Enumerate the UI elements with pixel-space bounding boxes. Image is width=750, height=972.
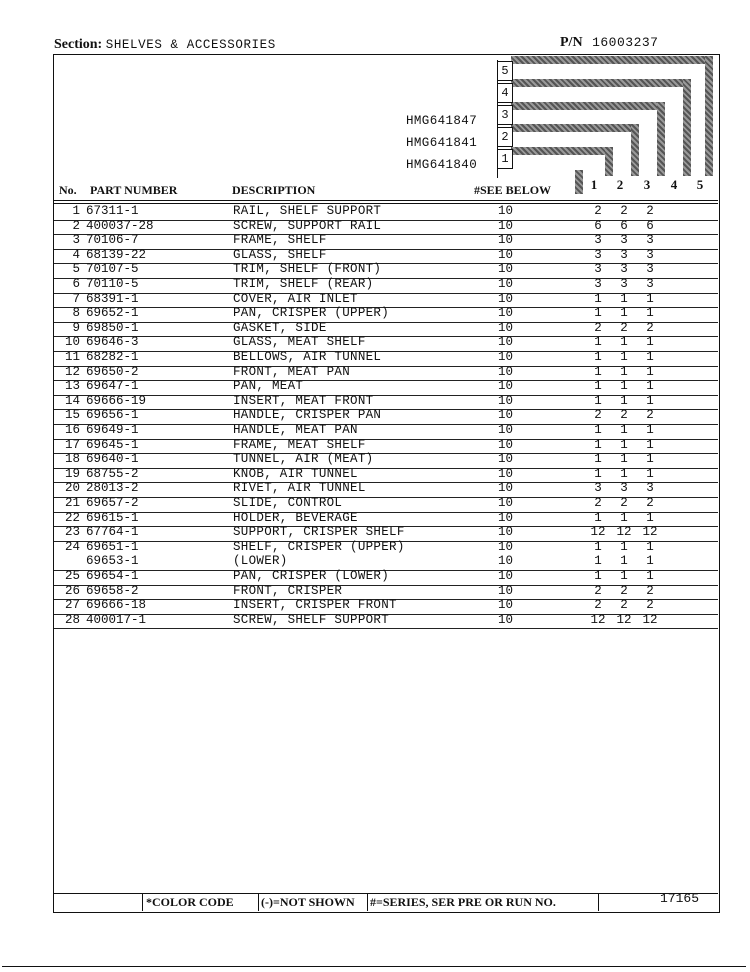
row-part-number: 69651-1 (86, 539, 139, 554)
row-qty-1: 1 (594, 437, 602, 452)
variant-col-4: 4 (667, 176, 681, 193)
row-qty-2: 3 (620, 247, 628, 262)
row-qty-1: 1 (594, 379, 602, 394)
row-number: 2 (72, 218, 80, 233)
row-qty-2: 1 (620, 379, 628, 394)
row-description: INSERT, CRISPER FRONT (233, 598, 397, 613)
row-qty-2: 2 (620, 583, 628, 598)
row-see-below: 10 (498, 539, 514, 554)
row-qty-2: 2 (620, 496, 628, 510)
row-part-number: 69850-1 (86, 320, 139, 335)
row-qty-3: 2 (646, 320, 654, 335)
row-qty-2: 12 (616, 525, 632, 540)
row-see-below: 10 (498, 320, 514, 335)
variant-box-5: 5 (497, 61, 513, 81)
row-qty-3: 12 (642, 525, 658, 540)
row-number: 28 (64, 612, 80, 627)
variant-bar-4 (511, 79, 691, 87)
row-part-number: 28013-2 (86, 481, 139, 496)
row-see-below: 10 (498, 335, 514, 350)
pn-label: P/N (560, 35, 583, 50)
section-value: SHELVES & ACCESSORIES (105, 38, 276, 52)
col-header-no: No. (59, 183, 77, 197)
row-qty-1: 3 (594, 262, 602, 277)
row-part-number: 69647-1 (86, 379, 139, 394)
row-number: 16 (64, 423, 80, 437)
row-qty-1: 12 (590, 612, 606, 627)
row-qty-3: 1 (646, 437, 654, 452)
row-qty-2: 6 (620, 218, 628, 233)
row-description: RIVET, AIR TUNNEL (233, 481, 366, 496)
row-see-below: 10 (498, 452, 514, 467)
row-description: TUNNEL, AIR (MEAT) (233, 452, 374, 467)
row-qty-2: 1 (620, 393, 628, 408)
row-see-below: 10 (498, 583, 514, 598)
row-part-number: 69650-2 (86, 364, 139, 379)
row-description: SCREW, SHELF SUPPORT (233, 612, 390, 627)
model-code: HMG641840 (406, 158, 478, 172)
variant-box-1: 1 (497, 149, 513, 169)
row-part-number: 400017-1 (86, 612, 147, 627)
row-qty-2: 2 (620, 204, 628, 218)
row-part-number: 69645-1 (86, 437, 139, 452)
row-qty-2: 1 (620, 364, 628, 379)
row-see-below: 10 (498, 277, 514, 291)
row-qty-1: 1 (594, 452, 602, 467)
row-number: 19 (64, 466, 80, 481)
variant-box-4: 4 (497, 83, 513, 103)
row-qty-3: 1 (646, 379, 654, 394)
row-qty-2: 1 (620, 350, 628, 364)
row-number: 10 (64, 335, 80, 350)
row-qty-1: 1 (594, 466, 602, 481)
row-number: 9 (72, 320, 80, 335)
row-qty-1: 2 (594, 320, 602, 335)
row-qty-3: 3 (646, 247, 654, 262)
row-part-number: 69640-1 (86, 452, 139, 467)
row-part-number: 69666-18 (86, 598, 147, 613)
row-qty-3: 12 (642, 612, 658, 627)
row-qty-3: 1 (646, 291, 654, 306)
row-qty-1: 2 (594, 598, 602, 613)
row-qty-3: 3 (646, 277, 654, 291)
footer-not-shown: (-)=NOT SHOWN (261, 895, 355, 909)
row-part-number: 68282-1 (86, 350, 139, 364)
row-description: SUPPORT, CRISPER SHELF (233, 525, 405, 540)
row-see-below: 10 (498, 306, 514, 321)
row-qty-1: 1 (594, 539, 602, 554)
row-see-below: 10 (498, 408, 514, 423)
row-qty-2: 2 (620, 408, 628, 423)
row-qty-1: 1 (594, 291, 602, 306)
variant-box-2: 2 (497, 127, 513, 147)
row-qty-1: 3 (594, 233, 602, 248)
row-qty-1: 1 (594, 335, 602, 350)
row-qty-2: 3 (620, 233, 628, 248)
row-number: 15 (64, 408, 80, 423)
row-see-below: 10 (498, 569, 514, 583)
row-qty-1: 3 (594, 481, 602, 496)
footer-doc-number: 17165 (660, 891, 700, 906)
row-see-below: 10 (498, 496, 514, 510)
row-see-below: 10 (498, 204, 514, 218)
row-qty-3: 3 (646, 233, 654, 248)
row-number: 7 (72, 291, 80, 306)
row-qty-2: 1 (620, 569, 628, 583)
variant-bar-1 (511, 147, 613, 155)
row-number: 25 (64, 569, 80, 583)
row-number: 13 (64, 379, 80, 394)
row-see-below: 10 (498, 612, 514, 627)
row-description: COVER, AIR INLET (233, 291, 358, 306)
row-qty-3: 2 (646, 408, 654, 423)
row-qty-2: 2 (620, 320, 628, 335)
row-qty-2: 1 (620, 437, 628, 452)
row-qty-1: 1 (594, 393, 602, 408)
row-number: 3 (72, 233, 80, 248)
row-qty-2: 1 (620, 306, 628, 321)
row-qty-1: 1 (594, 350, 602, 364)
variant-bar-2 (511, 124, 639, 132)
row-qty-3: 3 (646, 481, 654, 496)
variant-col-2: 2 (613, 176, 627, 193)
row-number: 27 (64, 598, 80, 613)
header-divider (54, 200, 718, 201)
row-qty-2: 3 (620, 481, 628, 496)
row-see-below: 10 (498, 364, 514, 379)
row-number: 26 (64, 583, 80, 598)
row-part-number: 69654-1 (86, 569, 139, 583)
row-qty-1: 1 (594, 554, 602, 569)
row-qty-1: 2 (594, 496, 602, 510)
part-number-header (560, 35, 658, 51)
section-label: Section: (54, 37, 103, 52)
row-see-below: 10 (498, 466, 514, 481)
row-see-below: 10 (498, 423, 514, 437)
row-part-number: 69656-1 (86, 408, 139, 423)
row-part-number: 69657-2 (86, 496, 139, 510)
row-part-number: 69615-1 (86, 510, 139, 525)
row-part-number: 400037-28 (86, 218, 154, 233)
row-qty-1: 2 (594, 408, 602, 423)
row-qty-3: 2 (646, 598, 654, 613)
row-description: PAN, CRISPER (LOWER) (233, 569, 390, 583)
row-description: FRONT, CRISPER (233, 583, 343, 598)
row-part-number: 68139-22 (86, 247, 147, 262)
section-header (54, 37, 276, 53)
row-part-number: 70107-5 (86, 262, 139, 277)
row-description: (LOWER) (233, 554, 288, 569)
row-part-number: 67764-1 (86, 525, 139, 540)
row-part-number: 69646-3 (86, 335, 139, 350)
row-qty-1: 3 (594, 247, 602, 262)
row-number: 23 (64, 525, 80, 540)
row-part-number: 68391-1 (86, 291, 139, 306)
row-qty-3: 1 (646, 350, 654, 364)
row-description: FRONT, MEAT PAN (233, 364, 351, 379)
pn-value: 16003237 (592, 35, 659, 50)
row-qty-3: 1 (646, 364, 654, 379)
row-number: 6 (72, 277, 80, 291)
row-description: FRAME, MEAT SHELF (233, 437, 366, 452)
row-see-below: 10 (498, 247, 514, 262)
row-part-number: 70110-5 (86, 277, 139, 291)
row-qty-1: 3 (594, 277, 602, 291)
table-row (54, 541, 718, 556)
row-see-below: 10 (498, 379, 514, 394)
row-qty-3: 1 (646, 466, 654, 481)
row-description: GLASS, MEAT SHELF (233, 335, 366, 350)
row-see-below: 10 (498, 481, 514, 496)
row-qty-2: 3 (620, 277, 628, 291)
row-qty-3: 1 (646, 452, 654, 467)
row-number: 17 (64, 437, 80, 452)
row-number: 21 (64, 496, 80, 510)
row-qty-3: 1 (646, 510, 654, 525)
row-qty-2: 12 (616, 612, 632, 627)
row-qty-2: 1 (620, 291, 628, 306)
row-number: 8 (72, 306, 80, 321)
variant-col-1: 1 (587, 176, 601, 193)
row-number: 22 (64, 510, 80, 525)
row-number: 14 (64, 393, 80, 408)
variant-col-3: 3 (640, 176, 654, 193)
row-see-below: 10 (498, 233, 514, 248)
row-number: 1 (72, 204, 80, 218)
row-see-below: 10 (498, 393, 514, 408)
row-qty-1: 1 (594, 306, 602, 321)
row-description: PAN, CRISPER (UPPER) (233, 306, 390, 321)
row-description: PAN, MEAT (233, 379, 304, 394)
row-part-number: 69649-1 (86, 423, 139, 437)
row-description: HOLDER, BEVERAGE (233, 510, 358, 525)
model-code: HMG641841 (406, 136, 478, 150)
row-description: INSERT, MEAT FRONT (233, 393, 374, 408)
row-qty-2: 1 (620, 335, 628, 350)
row-see-below: 10 (498, 554, 514, 569)
row-qty-1: 2 (594, 583, 602, 598)
model-code: HMG641847 (406, 114, 478, 128)
row-part-number: 69653-1 (86, 554, 139, 569)
row-description: RAIL, SHELF SUPPORT (233, 204, 382, 218)
row-number: 11 (64, 350, 80, 364)
row-qty-1: 1 (594, 423, 602, 437)
variant-bar-5 (511, 56, 713, 64)
row-description: BELLOWS, AIR TUNNEL (233, 350, 382, 364)
row-part-number: 68755-2 (86, 466, 139, 481)
row-description: KNOB, AIR TUNNEL (233, 466, 358, 481)
row-qty-3: 2 (646, 583, 654, 598)
row-part-number: 67311-1 (86, 204, 139, 218)
row-number: 4 (72, 247, 80, 262)
row-qty-1: 2 (594, 204, 602, 218)
row-description: TRIM, SHELF (REAR) (233, 277, 374, 291)
footer-series: #=SERIES, SER PRE OR RUN NO. (370, 895, 556, 909)
row-qty-3: 1 (646, 306, 654, 321)
row-number: 12 (64, 364, 80, 379)
row-qty-2: 1 (620, 539, 628, 554)
row-number: 20 (64, 481, 80, 496)
row-description: GLASS, SHELF (233, 247, 327, 262)
row-number: 5 (72, 262, 80, 277)
row-qty-3: 3 (646, 262, 654, 277)
row-description: HANDLE, MEAT PAN (233, 423, 358, 437)
row-number: 24 (64, 539, 80, 554)
row-qty-2: 1 (620, 452, 628, 467)
col-header-part-number: PART NUMBER (90, 183, 178, 197)
row-see-below: 10 (498, 218, 514, 233)
page-bottom-rule (2, 966, 746, 967)
row-description: TRIM, SHELF (FRONT) (233, 262, 382, 277)
row-qty-3: 1 (646, 393, 654, 408)
col-header-see-below: #SEE BELOW (474, 183, 552, 197)
row-number: 18 (64, 452, 80, 467)
row-qty-3: 6 (646, 218, 654, 233)
row-qty-2: 2 (620, 598, 628, 613)
row-see-below: 10 (498, 437, 514, 452)
row-qty-1: 1 (594, 510, 602, 525)
row-qty-3: 1 (646, 335, 654, 350)
row-qty-1: 1 (594, 364, 602, 379)
row-see-below: 10 (498, 525, 514, 540)
row-see-below: 10 (498, 598, 514, 613)
row-see-below: 10 (498, 510, 514, 525)
row-part-number: 69658-2 (86, 583, 139, 598)
row-part-number: 70106-7 (86, 233, 139, 248)
row-qty-3: 1 (646, 423, 654, 437)
row-qty-1: 12 (590, 525, 606, 540)
row-qty-2: 1 (620, 423, 628, 437)
row-description: SLIDE, CONTROL (233, 496, 343, 510)
row-qty-3: 2 (646, 496, 654, 510)
row-qty-2: 1 (620, 510, 628, 525)
row-qty-3: 1 (646, 539, 654, 554)
variant-bar-3 (511, 102, 665, 110)
row-description: HANDLE, CRISPER PAN (233, 408, 382, 423)
row-description: GASKET, SIDE (233, 320, 327, 335)
row-qty-3: 1 (646, 569, 654, 583)
row-description: SHELF, CRISPER (UPPER) (233, 539, 405, 554)
row-part-number: 69652-1 (86, 306, 139, 321)
row-qty-2: 1 (620, 554, 628, 569)
row-description: FRAME, SHELF (233, 233, 327, 248)
row-qty-1: 1 (594, 569, 602, 583)
col-header-description: DESCRIPTION (232, 183, 316, 197)
row-qty-1: 6 (594, 218, 602, 233)
row-description: SCREW, SUPPORT RAIL (233, 218, 382, 233)
row-part-number: 69666-19 (86, 393, 147, 408)
row-qty-2: 3 (620, 262, 628, 277)
table-row (54, 614, 718, 630)
variant-col-5: 5 (693, 176, 707, 193)
variant-box-3: 3 (497, 105, 513, 125)
row-see-below: 10 (498, 291, 514, 306)
footer-color-code: *COLOR CODE (146, 895, 234, 909)
row-qty-3: 1 (646, 554, 654, 569)
row-qty-3: 2 (646, 204, 654, 218)
row-see-below: 10 (498, 262, 514, 277)
row-qty-2: 1 (620, 466, 628, 481)
row-see-below: 10 (498, 350, 514, 364)
